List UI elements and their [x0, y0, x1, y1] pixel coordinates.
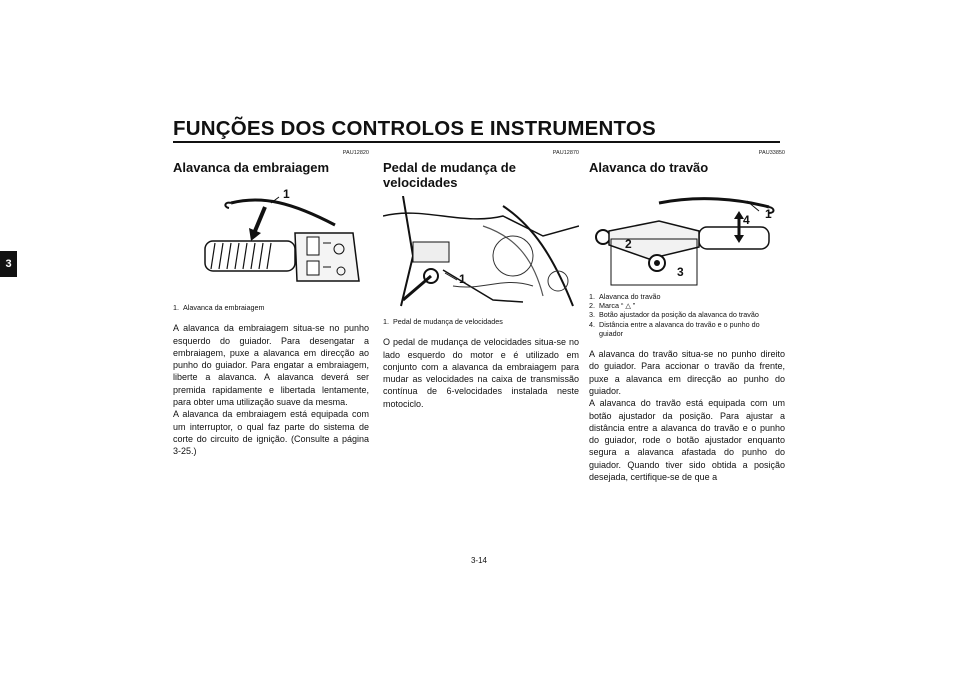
section-brake-lever	[589, 150, 785, 483]
caption-item: 1. Pedal de mudança de velocidades	[383, 317, 503, 326]
callout-2: 2	[625, 237, 632, 251]
chapter-tab: 3	[0, 251, 17, 277]
shift-pedal-figure	[383, 196, 579, 313]
figure-caption-list	[589, 292, 785, 338]
title-rule	[173, 141, 780, 143]
section-clutch-lever	[173, 150, 369, 457]
caption-item: 2. Marca “ △ ”	[589, 301, 636, 311]
body-paragraph: A alavanca do travão situa-se no punho direito do guiador. Para accionar o travão da frente, puxe a alavanca em direcção ao punho do guiador.	[589, 349, 785, 396]
section-code: PAU33850	[758, 150, 785, 156]
brake-lever-figure	[589, 181, 785, 288]
section-heading: Alavanca da embraiagem	[173, 160, 330, 175]
callout-1: 1	[283, 187, 290, 201]
caption-item: 1. Alavanca do travão	[589, 292, 661, 301]
figure-caption-list	[173, 303, 369, 312]
section-code: PAU12870	[552, 150, 579, 156]
figure-caption-list	[383, 317, 579, 326]
brake-lever-illustration	[589, 181, 785, 288]
caption-item: 4. Distância entre a alavanca do travão e o punho do guiador	[589, 319, 760, 338]
shift-pedal-illustration	[383, 196, 579, 313]
callout-1: 1	[459, 272, 466, 286]
clutch-lever-figure	[173, 181, 369, 299]
clutch-lever-illustration	[173, 181, 369, 299]
section-code: PAU12820	[342, 150, 369, 156]
callout-3: 3	[677, 265, 684, 279]
body-paragraph: O pedal de mudança de velocidades situa-se no lado esquerdo do motor e é utilizado em conjunto com a alavanca da embraiagem para mudar as velocidades na caixa de transmissão contínua de 6-velocidades instalada neste motociclo.	[383, 337, 579, 409]
caption-item: 1. Alavanca da embraiagem	[173, 303, 265, 312]
body-paragraph: A alavanca da embraiagem situa-se no punho esquerdo do guiador. Para desengatar a embraiagem, puxe a alavanca em direcção ao punho do guiador. Para engatar a embraiagem, liberte a alavanca. A alavanca deverá ser premida rapidamente e libertada lentamente, para obter uma utilização suave da mesma.	[173, 323, 369, 407]
section-heading: Pedal de mudança de velocidades	[383, 160, 516, 190]
page-title: FUNÇÕES DOS CONTROLOS E INSTRUMENTOS	[173, 117, 656, 140]
caption-item: 3. Botão ajustador da posição da alavanca do travão	[589, 310, 759, 320]
section-heading: Alavanca do travão	[589, 160, 709, 175]
body-paragraph: A alavanca do travão está equipada com um botão ajustador da posição. Para ajustar a distância entre a alavanca do travão e o punho do guiador, rode o botão ajustador enquanto segura a alavanca afastada do punho do guiador. Quando tiver sido obtida a posição desejada, certifique-se de que a	[589, 398, 785, 482]
page-number: 3-14	[470, 556, 487, 565]
callout-4: 4	[743, 213, 750, 227]
body-paragraph: A alavanca da embraiagem está equipada com um interruptor, o qual faz parte do sistema de corte do circuito de ignição. (Consulte a página 3-25.)	[173, 409, 369, 457]
callout-1: 1	[765, 207, 772, 221]
section-shift-pedal	[383, 150, 579, 410]
